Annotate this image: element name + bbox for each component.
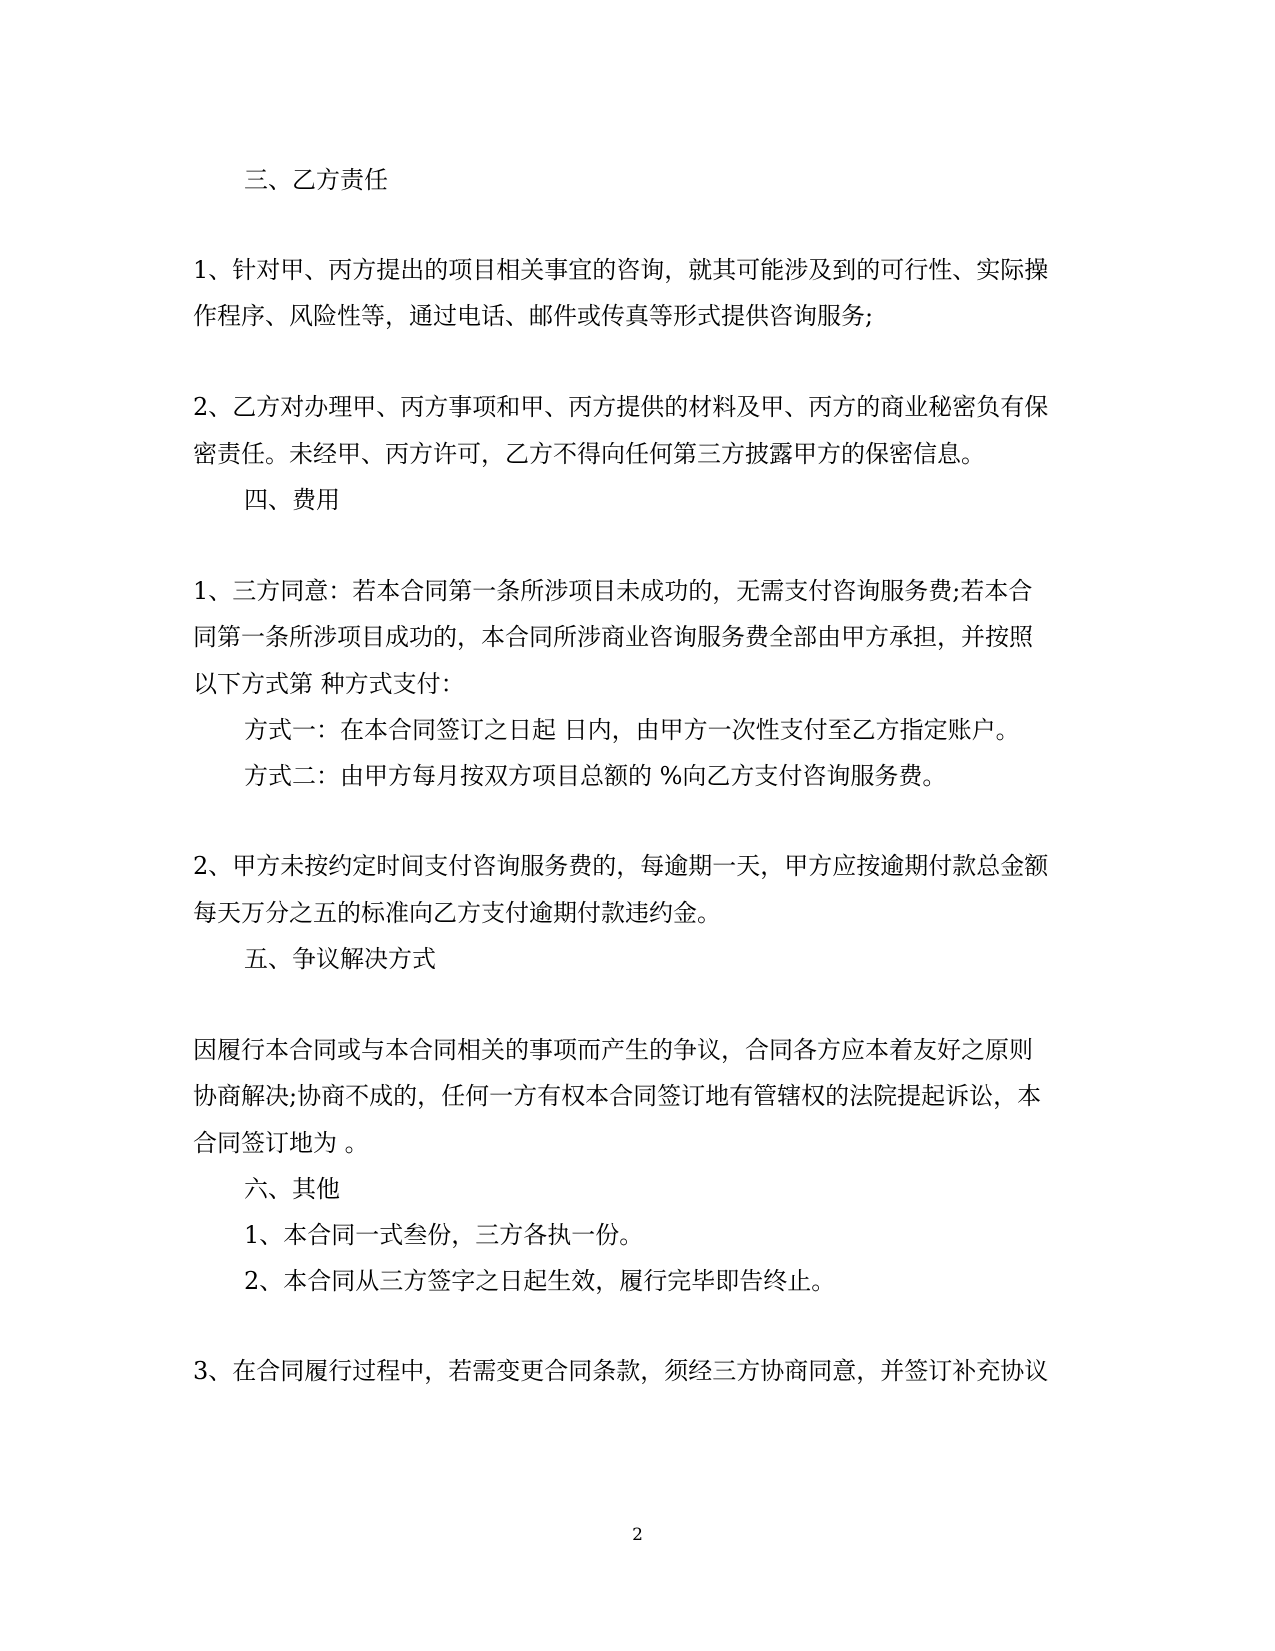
section-3-item-1-line-2: 作程序、风险性等，通过电话、邮件或传真等形式提供咨询服务; bbox=[193, 302, 874, 330]
section-6-item-2: 2、本合同从三方签字之日起生效，履行完毕即告终止。 bbox=[244, 1267, 836, 1295]
section-3-item-2-line-1: 2、乙方对办理甲、丙方事项和甲、丙方提供的材料及甲、丙方的商业秘密负有保 bbox=[193, 393, 1049, 421]
section-5-line-2: 协商解决;协商不成的，任何一方有权本合同签订地有管辖权的法院提起诉讼，本 bbox=[193, 1082, 1042, 1110]
section-5-heading: 五、争议解决方式 bbox=[244, 945, 436, 973]
payment-method-1: 方式一：在本合同签订之日起 日内，由甲方一次性支付至乙方指定账户。 bbox=[244, 716, 1020, 744]
section-6-item-1: 1、本合同一式叁份，三方各执一份。 bbox=[244, 1221, 644, 1249]
section-3-item-2-line-2: 密责任。未经甲、丙方许可，乙方不得向任何第三方披露甲方的保密信息。 bbox=[193, 440, 985, 468]
page-number: 2 bbox=[632, 1525, 643, 1545]
section-3-item-1-line-1: 1、针对甲、丙方提出的项目相关事宜的咨询，就其可能涉及到的可行性、实际操 bbox=[193, 256, 1049, 284]
section-5-line-1: 因履行本合同或与本合同相关的事项而产生的争议，合同各方应本着友好之原则 bbox=[193, 1036, 1033, 1064]
payment-method-2: 方式二：由甲方每月按双方项目总额的 %向乙方支付咨询服务费。 bbox=[244, 762, 947, 790]
section-4-item-1-line-1: 1、三方同意：若本合同第一条所涉项目未成功的，无需支付咨询服务费;若本合 bbox=[193, 577, 1033, 605]
section-4-item-2-line-1: 2、甲方未按约定时间支付咨询服务费的，每逾期一天，甲方应按逾期付款总金额 bbox=[193, 852, 1049, 880]
section-6-item-3-line-1: 3、在合同履行过程中，若需变更合同条款，须经三方协商同意，并签订补充协议 bbox=[193, 1357, 1049, 1385]
section-4-item-2-line-2: 每天万分之五的标准向乙方支付逾期付款违约金。 bbox=[193, 899, 721, 927]
section-4-item-1-line-3: 以下方式第 种方式支付： bbox=[193, 670, 465, 698]
section-4-heading: 四、费用 bbox=[244, 486, 340, 514]
section-5-line-3: 合同签订地为 。 bbox=[193, 1129, 369, 1157]
section-3-heading: 三、乙方责任 bbox=[244, 166, 388, 194]
section-6-heading: 六、其他 bbox=[244, 1175, 340, 1203]
section-4-item-1-line-2: 同第一条所涉项目成功的，本合同所涉商业咨询服务费全部由甲方承担，并按照 bbox=[193, 623, 1033, 651]
